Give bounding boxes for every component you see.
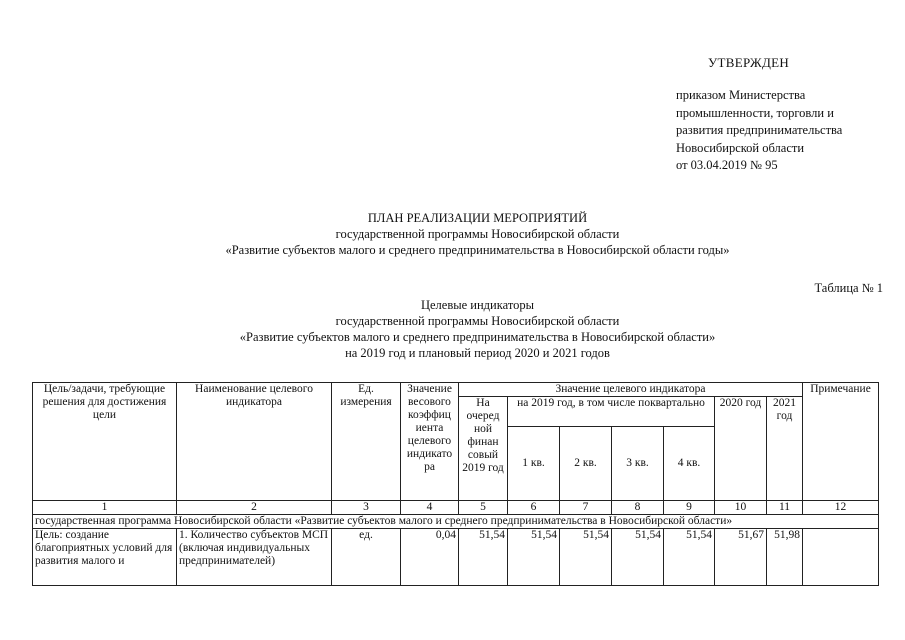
row-indicator: 1. Количество субъектов МСП (включая индивидуальных предпринимателей) (177, 529, 332, 586)
row-goal: Цель: создание благоприятных условий для развития малого и (33, 529, 177, 586)
plan-program-name: «Развитие субъектов малого и среднего предпринимательства в Новосибирской области годы» (225, 243, 730, 257)
indicators-program-name: «Развитие субъектов малого и среднего предпринимательства в Новосибирской области» (239, 330, 716, 344)
approval-line: приказом Министерства (676, 88, 806, 102)
header-q3: 3 кв. (612, 427, 664, 501)
header-weight: Значение весового коэффиц иента целевого индикато ра (401, 383, 459, 501)
approval-date: от 03.04.2019 № 95 (676, 158, 778, 172)
column-number: 5 (459, 501, 508, 515)
column-number: 1 (33, 501, 177, 515)
header-indicator-name: Наименование целевого индикатора (177, 383, 332, 501)
column-number: 10 (715, 501, 767, 515)
approval-title: УТВЕРЖДЕН (708, 55, 790, 70)
header-2019-quarterly: на 2019 год, в том числе поквартально (508, 397, 715, 427)
indicators-subtitle: государственной программы Новосибирской области (335, 314, 620, 328)
row-value-2020: 51,67 (715, 529, 767, 586)
column-number: 9 (664, 501, 715, 515)
column-number: 6 (508, 501, 560, 515)
approval-block (676, 87, 842, 175)
column-number: 3 (332, 501, 401, 515)
program-row-text: государственная программа Новосибирской области «Развитие субъектов малого и среднего предпринимательства в Новосибирской области» (33, 515, 879, 529)
program-row (33, 515, 879, 529)
row-unit: ед. (332, 529, 401, 586)
header-q1: 1 кв. (508, 427, 560, 501)
header-unit: Ед. измерения (332, 383, 401, 501)
header-note: Примечание (803, 383, 879, 501)
table-row (33, 529, 879, 586)
indicators-title: Целевые индикаторы (420, 298, 535, 312)
row-value-q3: 51,54 (612, 529, 664, 586)
column-number: 4 (401, 501, 459, 515)
column-number-row (33, 501, 879, 515)
row-value-2019: 51,54 (459, 529, 508, 586)
header-q2: 2 кв. (560, 427, 612, 501)
approval-line: промышленности, торговли и (676, 105, 834, 120)
table-number: Таблица № 1 (814, 281, 883, 295)
column-number: 8 (612, 501, 664, 515)
row-value-q4: 51,54 (664, 529, 715, 586)
row-weight: 0,04 (401, 529, 459, 586)
plan-title: ПЛАН РЕАЛИЗАЦИИ МЕРОПРИЯТИЙ (367, 211, 588, 225)
column-number: 12 (803, 501, 879, 515)
column-number: 11 (767, 501, 803, 515)
header-next-fin-year: На очеред ной финан совый 2019 год (459, 397, 508, 501)
plan-subtitle: государственной программы Новосибирской области (335, 227, 620, 241)
header-q4: 4 кв. (664, 427, 715, 501)
approval-line: Новосибирской области (676, 140, 805, 155)
row-value-q1: 51,54 (508, 529, 560, 586)
indicators-table (32, 382, 879, 586)
column-number: 7 (560, 501, 612, 515)
header-2021: 2021 год (767, 397, 803, 501)
row-note (803, 529, 879, 586)
header-goal: Цель/задачи, требующие решения для достижения цели (33, 383, 177, 501)
column-number: 2 (177, 501, 332, 515)
indicators-heading (0, 297, 905, 361)
row-value-q2: 51,54 (560, 529, 612, 586)
approval-line: развития предпринимательства (676, 123, 843, 137)
header-2020: 2020 год (715, 397, 767, 501)
indicators-period: на 2019 год и плановый период 2020 и 2021 годов (345, 346, 610, 360)
header-target-value: Значение целевого индикатора (459, 383, 803, 397)
row-value-2021: 51,98 (767, 529, 803, 586)
plan-heading (0, 210, 905, 258)
